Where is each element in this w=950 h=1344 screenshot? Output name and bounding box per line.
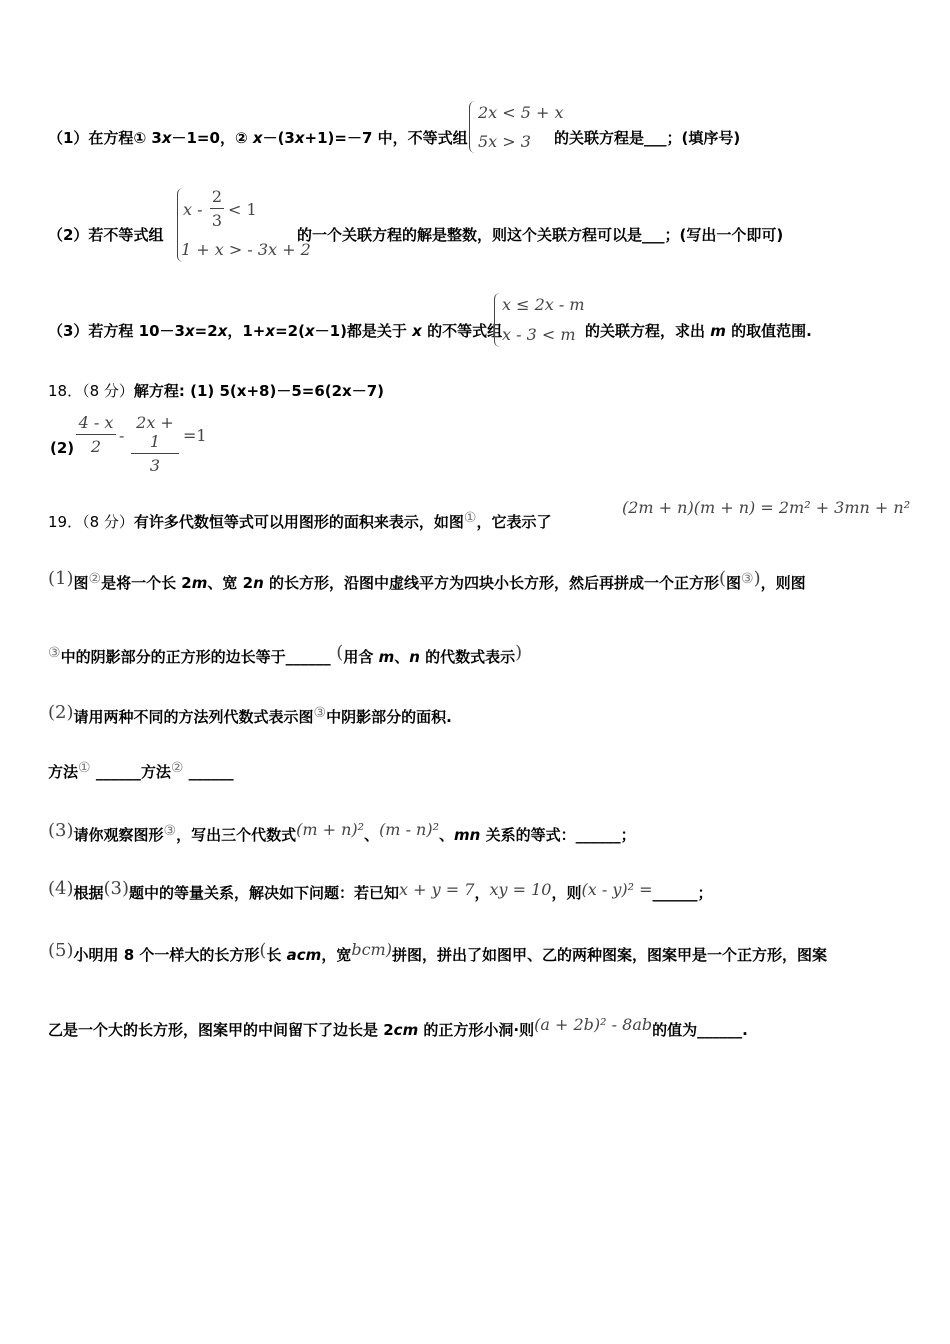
q19-s5-line1: (5)小明用 8 个一样大的长方形(长 acm，宽bcm)拼图，拼出了如图甲、乙的两种图案，图案甲是一个正方形，图案 [48, 940, 827, 964]
expr-x-plus-y: x + y = 7 [399, 880, 475, 899]
q18-header [48, 380, 384, 401]
q19-s1-h: 用含 [343, 648, 379, 666]
var-x: x [412, 322, 422, 340]
fraction-bar [76, 434, 116, 435]
method1-label: 方法 [48, 763, 79, 781]
q17-p3-mid5: 的不等式组 [421, 322, 503, 340]
q17-p2-fraction [210, 187, 224, 230]
q19-s5-text: 小明用 8 个一样大的长方形 [73, 946, 260, 964]
q19-s5-d: 拼图，拼出了如图甲、乙的两种图案，图案甲是一个正方形，图案 [391, 946, 827, 964]
q19-s4-ref: (3) [103, 878, 130, 899]
q18-number: 18．（8 分） [48, 382, 134, 400]
q19-s5-line2 [48, 1015, 748, 1040]
method1-blank: ______ [95, 763, 141, 781]
q17-p3-suffix [585, 320, 812, 341]
q17-p2-prefix: （2）若不等式组 [48, 226, 164, 244]
q19-s4-text3: ，则 [551, 884, 582, 902]
var-x: x [161, 129, 172, 147]
fraction-denominator: 3 [211, 211, 223, 230]
circled-three-ref: ③ [313, 705, 327, 721]
q19-identity: (2m + n)(m + n) = 2m² + 3mn + n² [622, 498, 911, 517]
expr-m-plus-n-squared: (m + n)² [296, 820, 365, 839]
q18-rhs: =1 [183, 426, 207, 445]
q19-s5-line2b: 的正方形小洞·则 [418, 1021, 535, 1039]
q19-s1-j: 的代数式表示 [419, 648, 516, 666]
q17-p2-system-line1b: < 1 [228, 200, 257, 219]
q19-s3-label: (3) [48, 820, 74, 841]
q17-p3-system-line2: x - 3 < m [502, 325, 576, 344]
q17-p1-suffix: 的关联方程是___；(填序号) [554, 129, 741, 147]
q19-s4-text: 根据 [73, 884, 104, 902]
q19-s5-b: 长 [266, 946, 287, 964]
circled-one-ref: ① [78, 760, 91, 776]
var-x: x [304, 322, 315, 340]
var-x: x [217, 322, 228, 340]
var-x: x [294, 129, 305, 147]
q17-p3-mid3: =2( [275, 322, 305, 340]
q19-header [48, 510, 552, 532]
expr-xy: xy = 10 [489, 880, 552, 899]
expr-cm: cm [393, 1021, 419, 1039]
q17-p3-prefix: （3）若方程 10－3 [48, 322, 185, 340]
q19-s5-line2a: 乙是一个大的长方形，图案甲的中间留下了边长是 2 [48, 1021, 394, 1039]
expr-x-minus-y-squared: (x - y)² = [581, 880, 653, 899]
circled-three-ref: ③ [48, 645, 61, 661]
var-n: n [253, 574, 264, 592]
circled-one-ref: ① [463, 510, 477, 526]
q17-p1-system-line1: 2x < 5 + x [478, 103, 564, 122]
fraction-numerator: 4 - x [78, 413, 114, 432]
expr-a-plus-2b-squared-minus-8ab: (a + 2b)² - 8ab [534, 1015, 653, 1034]
q17-p3-system-line1: x ≤ 2x - m [502, 295, 585, 314]
q18-fraction1 [76, 413, 116, 456]
q19-s1-f: ，则图 [760, 574, 806, 592]
expr-acm: acm [286, 946, 322, 964]
q17-p1-mid2: －(3 [262, 129, 295, 147]
q19-s3-text2: ，写出三个代数式 [176, 826, 297, 844]
expr-mn: mn [454, 826, 481, 844]
q17-p2-suffix: 的一个关联方程的解是整数，则这个关联方程可以是___；(写出一个即可) [297, 226, 784, 244]
q19-s3-text: 请你观察图形 [73, 826, 164, 844]
q19-s4-blank: ______； [652, 884, 713, 902]
q17-p3-suffix-a: 的关联方程，求出 [585, 322, 711, 340]
q19-s4 [48, 878, 713, 903]
q19-intro2: ，它表示了 [476, 513, 552, 531]
q19-intro: 有许多代数恒等式可以用图形的面积来表示，如图 [133, 513, 464, 531]
q19-s3-text4: 关系的等式：______； [480, 826, 636, 844]
q19-s1-e: 图 [726, 574, 742, 592]
q19-s5-line2c: 的值为______. [652, 1021, 748, 1039]
q17-p3-mid2: ，1+ [227, 322, 266, 340]
q17-p1-mid1: －1=0，② [171, 129, 253, 147]
fraction-numerator: 2x + 1 [136, 413, 174, 451]
fraction-denominator: 2 [90, 437, 102, 456]
q18-title: 解方程: (1) 5(x+8)－5=6(2x－7) [133, 382, 385, 400]
q19-s1-i: 、 [394, 648, 410, 666]
q17-part1 [48, 127, 468, 148]
fraction-denominator: 3 [149, 456, 161, 475]
q19-s5-label: (5) [48, 940, 74, 961]
q18-minus: - [119, 426, 125, 445]
q19-s1-d: 的长方形，沿图中虚线平方为四块小长方形，然后再拼成一个正方形 [263, 574, 719, 592]
q17-p3-mid4: －1)都是关于 [314, 322, 413, 340]
circled-two-ref: ② [88, 571, 102, 587]
q19-s1-line2: ③中的阴影部分的正方形的边长等于______ (用含 m、n 的代数式表示) [48, 642, 523, 666]
method2-blank: ______ [188, 763, 234, 781]
q17-p2-system-line1a: x - [183, 200, 203, 219]
q17-p1-system-brace [469, 101, 476, 153]
expr-bcm: bcm) [351, 940, 392, 959]
q17-part3 [48, 320, 502, 341]
q17-p1-mid3: +1)=－7 中，不等式组 [304, 129, 468, 147]
q19-s1-b: 是将一个长 2 [101, 574, 192, 592]
q19-s3 [48, 820, 636, 845]
q19-s3-text3: 、 [439, 826, 455, 844]
q19-s4-text2: 题中的等量关系，解决如下问题：若已知 [129, 884, 400, 902]
var-x: x [252, 129, 263, 147]
q18-part2-label: (2) [50, 439, 75, 457]
q19-s3-sep: 、 [364, 826, 380, 844]
q19-s1-a: 图 [73, 574, 89, 592]
q19-s2-text: 请用两种不同的方法列代数式表示图 [73, 708, 314, 726]
q19-s1-c: 、宽 2 [207, 574, 254, 592]
fraction-bar [131, 453, 179, 454]
q17-p3-system-brace [494, 293, 501, 347]
q19-s2-label: (2) [48, 702, 74, 723]
circled-three-ref: ③ [741, 571, 754, 587]
q19-s4-comma: ， [474, 884, 490, 902]
fraction-numerator: 2 [211, 187, 223, 206]
var-m: m [710, 322, 726, 340]
q17-p2-system-line2: 1 + x > - 3x + 2 [181, 240, 311, 259]
var-n: n [409, 648, 420, 666]
q19-number: 19．（8 分） [48, 513, 134, 531]
q19-methods [48, 760, 234, 782]
method2-label: 方法 [140, 763, 171, 781]
q18-fraction2 [131, 413, 179, 475]
q19-s2-text2: 中阴影部分的面积. [326, 708, 452, 726]
var-m: m [191, 574, 208, 592]
q19-s1-label: (1) [48, 568, 74, 589]
q17-p1-system-line2: 5x > 3 [478, 132, 531, 151]
circled-three-ref: ③ [163, 823, 177, 839]
expr-m-minus-n-squared: (m - n)² [379, 820, 440, 839]
q19-s1-g: 中的阴影部分的正方形的边长等于______ [60, 648, 331, 666]
q17-p1-prefix: （1）在方程① 3 [48, 129, 162, 147]
var-m: m [378, 648, 395, 666]
fraction-bar [210, 208, 224, 209]
q17-p3-suffix-b: 的取值范围. [725, 322, 812, 340]
circled-two-ref: ② [170, 760, 184, 776]
q19-s1-line1: (1)图②是将一个长 2m、宽 2n 的长方形，沿图中虚线平方为四块小长方形，然后再拼成一个正方形(图③)，则图 [48, 568, 806, 592]
q19-s5-c: ，宽 [321, 946, 352, 964]
var-x: x [184, 322, 195, 340]
var-x: x [265, 322, 276, 340]
q19-s4-label: (4) [48, 878, 74, 899]
q17-p3-mid1: =2 [194, 322, 218, 340]
q19-s2 [48, 702, 452, 727]
